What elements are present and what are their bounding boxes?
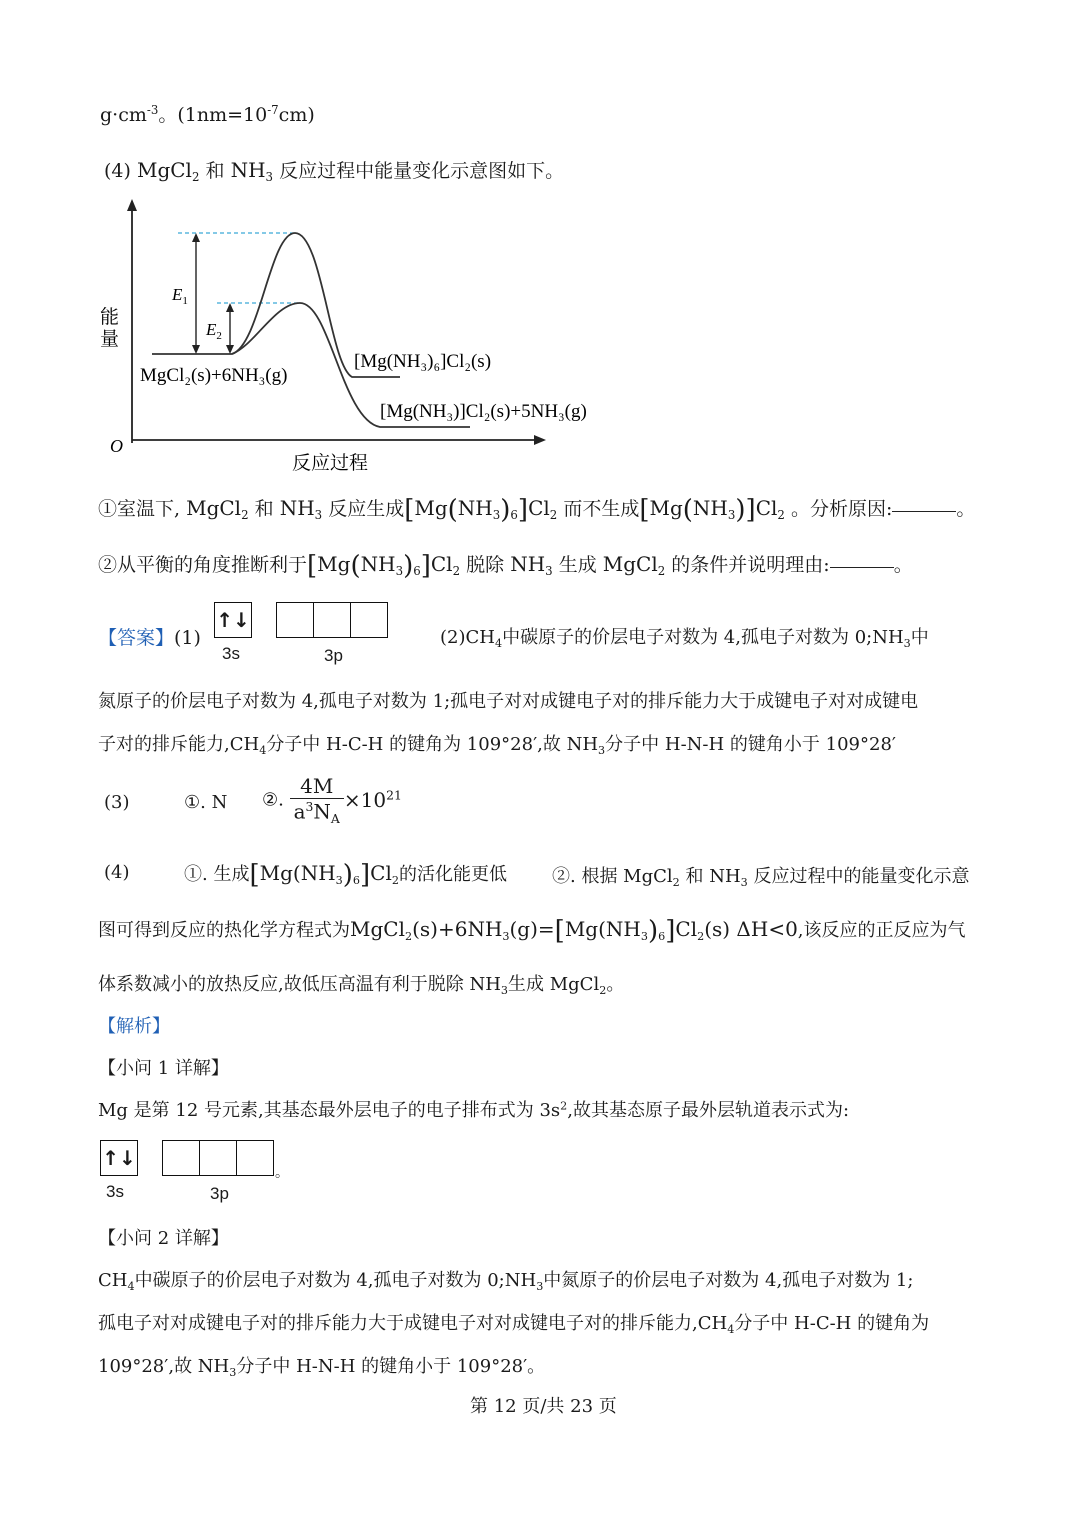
sub-question-1-text: Mg 是第 12 号元素,其基态最外层电子的电子排布式为 $3s^2$,故其基态原子最外层轨道表示式为: <box>98 1099 850 1121</box>
answer-line1-start: 【答案】(1) <box>98 627 201 649</box>
q4-2: ②从平衡的角度推断利于$[Mg(NH_3)_6]Cl_2$ 脱除 $NH_3$ 生成 MgCl$_2$ 的条件并说明理由: 。 <box>98 551 913 581</box>
unit-line: $g\cdot cm^{-3}$。$(1nm=10^{-7}cm)$ <box>100 102 315 126</box>
sub-question-2-line1: $CH_4$中碳原子的价层电子对数为 4,孤电子对数为 $0;NH_3$中氮原子的价层电子对数为 4,孤电子对数为 1; <box>98 1270 914 1293</box>
product-high-label: [Mg(NH₃)₆]Cl₂(s) <box>354 351 492 372</box>
sub-question-1-heading: 【小问 1 详解】 <box>98 1058 229 1079</box>
answer-3-b: ②. $\frac{4M}{a^3N_A}$ $\times 10^{21}$ <box>262 774 402 826</box>
answer-4-a: ①. 生成$[Mg(NH_3)_6]Cl_2$的活化能更低 <box>184 860 507 890</box>
answer-2-line2: 氮原子的价层电子对数为 4,孤电子对数为 1;孤电子对对成键电子对的排斥能力大于成键电子对对成键电 <box>98 691 919 712</box>
analysis-tag: 【解析】 <box>98 1016 170 1037</box>
answer-blank <box>892 510 956 512</box>
q4-intro: (4) MgCl$_2$ 和 $NH_3$ 反应过程中能量变化示意图如下。 <box>104 158 565 185</box>
sub-question-2-heading: 【小问 2 详解】 <box>98 1228 229 1249</box>
q4-1: ①室温下, MgCl$_2$ 和 $NH_3$ 反应生成$[Mg(NH_3)_6]Cl_2$ 而不生成$[Mg(NH_3)]Cl_2$ 。分析原因: 。 <box>98 495 976 525</box>
orbital-diagram-analysis: ↑↓ 3s 3p 。 <box>100 1140 300 1206</box>
orbital-3s-box: ↑↓ <box>214 602 252 638</box>
answer-3-num: (3) <box>104 792 130 813</box>
page-number: 第 12 页/共 23 页 <box>470 1396 617 1417</box>
answer-4-num: (4) <box>104 862 130 883</box>
y-axis-arrow <box>127 199 137 211</box>
reactant-label: MgCl₂(s)+6NH₃(g) <box>140 365 288 386</box>
answer-4-b: ②. 根据 MgCl$_2$ 和 $NH_3$ 反应过程中的能量变化示意 <box>552 866 970 889</box>
y-axis-label-1: 能 <box>100 306 120 328</box>
orbital-3p-box <box>162 1140 200 1176</box>
orbital-3p-box <box>199 1140 237 1176</box>
y-axis-label-2: 量 <box>100 328 120 350</box>
answer-3-a: ①. N <box>184 792 228 813</box>
orbital-diagram-answer: ↑↓ 3s 3p <box>214 602 394 670</box>
orbital-3p-box <box>236 1140 274 1176</box>
e2-label: $E_2$ <box>206 320 222 342</box>
fraction: $\frac{4M}{a^3N_A}$ <box>290 774 344 826</box>
e1-label: $E_1$ <box>172 285 188 307</box>
answer-4-line2: 图可得到反应的热化学方程式为$MgCl_2(s)+6NH_3(g)=[Mg(NH_3)_6]Cl_2(s)$ ΔH<0,该反应的正反应为气 <box>98 916 966 946</box>
orbital-3p-box <box>313 602 351 638</box>
x-axis-arrow <box>534 435 546 445</box>
orbital-3p-box <box>276 602 314 638</box>
answer-4-line3: 体系数减小的放热反应,故低压高温有利于脱除 $NH_3$生成 MgCl$_2$。 <box>98 974 625 997</box>
answer-blank <box>830 566 894 568</box>
answer-tag: 【答案】 <box>98 627 175 649</box>
energy-diagram <box>90 195 587 480</box>
sub-question-2-line2: 孤电子对对成键电子对的排斥能力大于成键电子对对成键电子对的排斥能力$,CH_4$分子中 H-C-H 的键角为 <box>98 1313 930 1336</box>
orbital-3s-box: ↑↓ <box>100 1140 138 1176</box>
answer-2-line3: 子对的排斥能力$,CH_4$分子中 H-C-H 的键角为 109°28′,故 $NH_3$分子中 H-N-H 的键角小于 109°28′ <box>98 734 896 757</box>
x-axis-label: 反应过程 <box>292 452 369 474</box>
orbital-3p-box <box>350 602 388 638</box>
answer-2-line1: $(2)CH_4$中碳原子的价层电子对数为 4,孤电子对数为 $0;NH_3$中 <box>440 627 929 650</box>
product-low-label: [Mg(NH₃)]Cl₂(s)+5NH₃(g) <box>380 401 587 422</box>
sub-question-2-line3: 109°28′,故 $NH_3$分子中 H-N-H 的键角小于 109°28′。 <box>98 1356 546 1379</box>
origin-label: O <box>110 436 123 456</box>
